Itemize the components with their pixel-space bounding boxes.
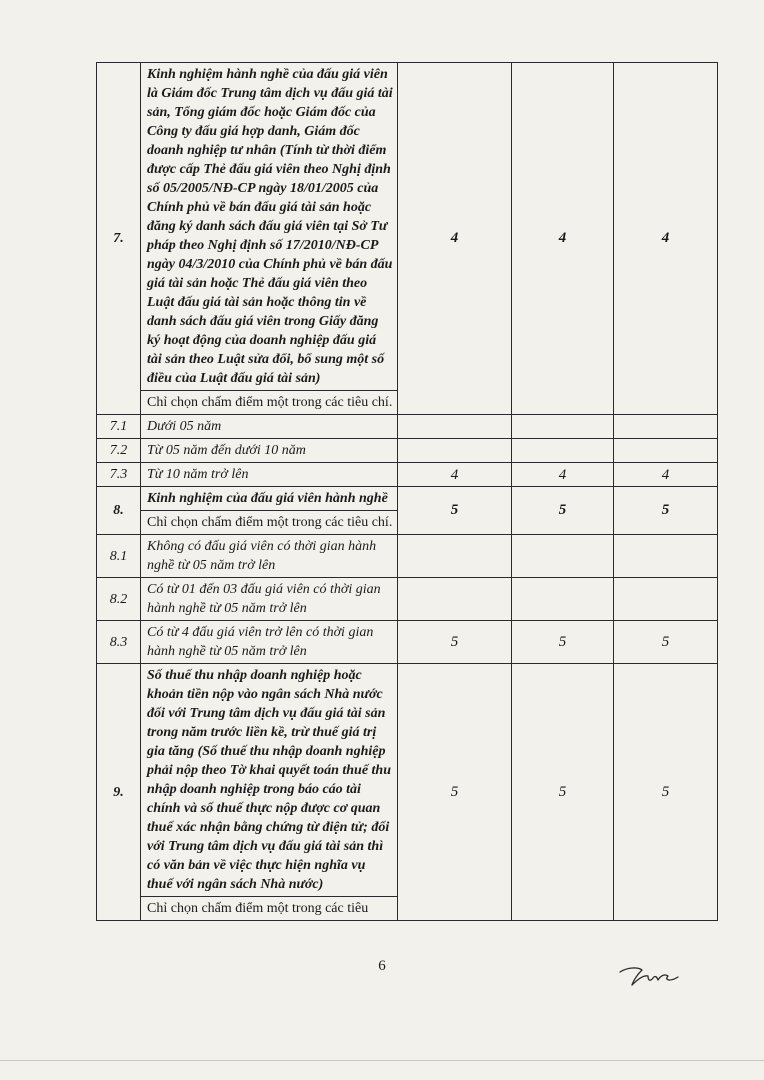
table-row bbox=[97, 578, 718, 621]
table-row bbox=[97, 463, 718, 487]
score-cell: 5 bbox=[398, 664, 512, 921]
score-cell bbox=[512, 578, 614, 621]
score-cell: 5 bbox=[614, 664, 718, 921]
criterion-text: Có từ 01 đến 03 đấu giá viên có thời gian hành nghề từ 05 năm trở lên bbox=[147, 582, 381, 616]
bottom-edge-line bbox=[0, 1060, 764, 1061]
score-cell bbox=[614, 578, 718, 621]
table-row bbox=[97, 63, 718, 415]
score-cell: 5 bbox=[512, 487, 614, 535]
row-number: 8. bbox=[97, 487, 141, 535]
criterion-text: Từ 05 năm đến dưới 10 năm bbox=[147, 443, 306, 458]
score-cell: 4 bbox=[398, 63, 512, 415]
criterion-note: Chỉ chọn chấm điểm một trong các tiêu chí. bbox=[141, 510, 397, 534]
table-row bbox=[97, 535, 718, 578]
table-row bbox=[97, 664, 718, 921]
score-cell: 5 bbox=[398, 621, 512, 664]
criterion-text: Có từ 4 đấu giá viên trở lên có thời gian hành nghề từ 05 năm trở lên bbox=[147, 625, 374, 659]
row-number: 8.3 bbox=[97, 621, 141, 664]
criterion-text: Dưới 05 năm bbox=[147, 419, 222, 434]
criterion-text: Kinh nghiệm của đấu giá viên hành nghề bbox=[147, 491, 388, 506]
signature-icon bbox=[618, 963, 680, 994]
score-cell bbox=[614, 415, 718, 439]
score-cell bbox=[512, 439, 614, 463]
row-number: 8.1 bbox=[97, 535, 141, 578]
criterion-cell bbox=[141, 664, 398, 921]
criterion-text: Không có đấu giá viên có thời gian hành nghề từ 05 năm trở lên bbox=[147, 539, 377, 573]
score-cell: 4 bbox=[614, 463, 718, 487]
score-cell: 5 bbox=[398, 487, 512, 535]
score-cell bbox=[398, 578, 512, 621]
criteria-table bbox=[96, 62, 718, 921]
table-row bbox=[97, 487, 718, 535]
score-cell bbox=[398, 439, 512, 463]
score-cell bbox=[398, 535, 512, 578]
row-number: 9. bbox=[97, 664, 141, 921]
criterion-note: Chỉ chọn chấm điểm một trong các tiêu chí. bbox=[141, 390, 397, 414]
score-cell bbox=[512, 535, 614, 578]
criterion-text: Số thuế thu nhập doanh nghiệp hoặc khoản tiền nộp vào ngân sách Nhà nước đối với Trung tâm dịch vụ đấu giá tài sản trong năm trước liền kề, trừ thuế giá trị gia tăng (Số thuế thu nhập doanh nghiệp phải nộp theo Tờ khai quyết toán thuế thu nhập doanh nghiệp trong báo cáo tài chính và số thuế thực nộp được cơ quan thuế xác nhận bằng chứng từ điện tử; đối với Trung tâm dịch vụ đấu giá tài sản thì có văn bản về việc thực hiện nghĩa vụ thuế với ngân sách Nhà nước) bbox=[147, 668, 392, 892]
row-number: 7. bbox=[97, 63, 141, 415]
criterion-cell bbox=[141, 63, 398, 415]
table-row bbox=[97, 415, 718, 439]
score-cell bbox=[614, 439, 718, 463]
row-number: 8.2 bbox=[97, 578, 141, 621]
score-cell: 4 bbox=[398, 463, 512, 487]
score-cell: 4 bbox=[512, 463, 614, 487]
score-cell: 4 bbox=[614, 63, 718, 415]
score-cell: 5 bbox=[614, 621, 718, 664]
page-number: 6 bbox=[378, 958, 386, 974]
score-cell bbox=[398, 415, 512, 439]
score-cell: 5 bbox=[614, 487, 718, 535]
table-row bbox=[97, 621, 718, 664]
row-number: 7.3 bbox=[97, 463, 141, 487]
score-cell: 4 bbox=[512, 63, 614, 415]
criterion-text: Từ 10 năm trở lên bbox=[147, 467, 249, 482]
criterion-note: Chỉ chọn chấm điểm một trong các tiêu bbox=[141, 896, 397, 920]
row-number: 7.1 bbox=[97, 415, 141, 439]
score-cell bbox=[512, 415, 614, 439]
score-cell: 5 bbox=[512, 621, 614, 664]
criterion-cell bbox=[141, 487, 398, 535]
score-cell bbox=[614, 535, 718, 578]
score-cell: 5 bbox=[512, 664, 614, 921]
table-row bbox=[97, 439, 718, 463]
criterion-text: Kinh nghiệm hành nghề của đấu giá viên là Giám đốc Trung tâm dịch vụ đấu giá tài sản, Tổng giám đốc hoặc Giám đốc của Công ty đấu giá hợp danh, Giám đốc doanh nghiệp tư nhân (Tính từ thời điểm được cấp Thẻ đấu giá viên theo Nghị định số 05/2005/NĐ-CP ngày 18/01/2005 của Chính phủ về bán đấu giá tài sản hoặc đăng ký danh sách đấu giá viên tại Sở Tư pháp theo Nghị định số 17/2010/NĐ-CP ngày 04/3/2010 của Chính phủ về bán đấu giá tài sản hoặc Thẻ đấu giá viên theo Luật đấu giá tài sản hoặc thông tin về danh sách đấu giá viên trong Giấy đăng ký hoạt động của doanh nghiệp đấu giá tài sản theo Luật sửa đổi, bổ sung một số điều của Luật đấu giá tài sản) bbox=[147, 67, 393, 386]
row-number: 7.2 bbox=[97, 439, 141, 463]
